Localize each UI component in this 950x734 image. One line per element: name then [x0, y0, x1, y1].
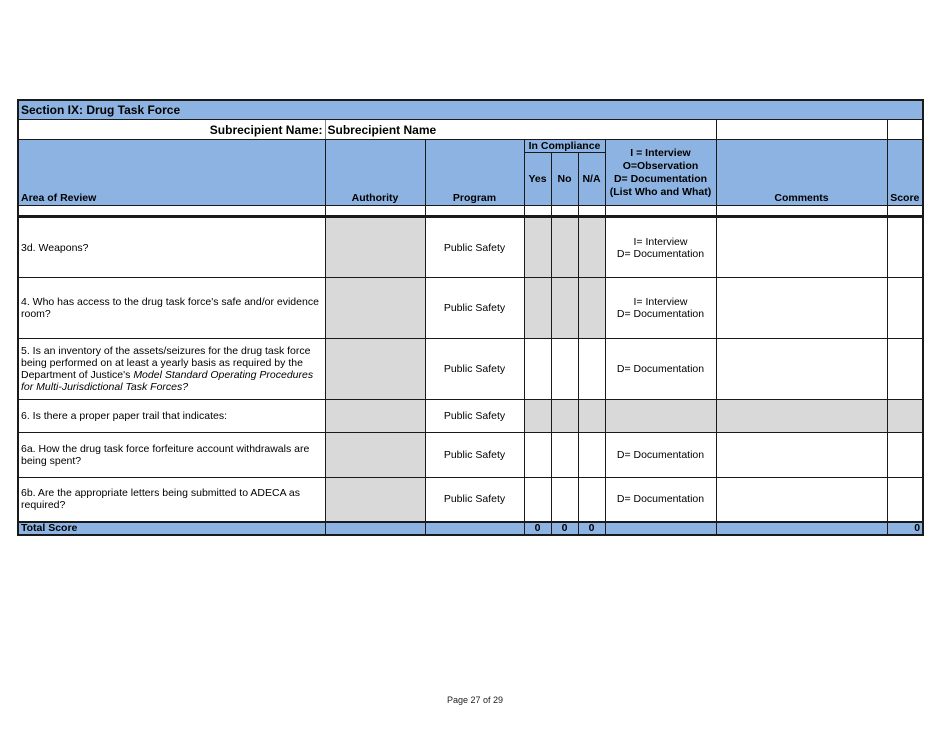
header-comments: Comments: [716, 140, 887, 206]
program-cell: Public Safety: [425, 478, 524, 522]
comments-cell[interactable]: [716, 217, 887, 278]
no-cell[interactable]: [551, 278, 578, 339]
authority-cell[interactable]: [325, 400, 425, 433]
total-row: [18, 522, 923, 535]
method-cell[interactable]: D= Documentation: [605, 339, 716, 400]
yes-cell[interactable]: [524, 339, 551, 400]
area-of-review-cell: 3d. Weapons?: [18, 217, 325, 278]
total-no: 0: [551, 522, 578, 535]
header-program: Program: [425, 140, 524, 206]
program-cell: Public Safety: [425, 339, 524, 400]
authority-cell[interactable]: [325, 478, 425, 522]
comments-cell[interactable]: [716, 433, 887, 478]
subrecipient-blank-2: [887, 120, 923, 140]
section-title: Section IX: Drug Task Force: [18, 100, 923, 120]
table-row: [18, 278, 923, 339]
score-cell[interactable]: [887, 478, 923, 522]
table-row: [18, 478, 923, 522]
area-of-review-cell: 6. Is there a proper paper trail that indicates:: [18, 400, 325, 433]
yes-cell[interactable]: [524, 217, 551, 278]
table-row: [18, 217, 923, 278]
no-cell[interactable]: [551, 217, 578, 278]
na-cell[interactable]: [578, 400, 605, 433]
page-number: Page 27 of 29: [446, 695, 504, 705]
subrecipient-blank-1: [716, 120, 887, 140]
na-cell[interactable]: [578, 478, 605, 522]
comments-cell[interactable]: [716, 278, 887, 339]
yes-cell[interactable]: [524, 400, 551, 433]
program-cell: Public Safety: [425, 400, 524, 433]
subrecipient-name-field[interactable]: Subrecipient Name: [325, 120, 716, 140]
area-of-review-cell: 4. Who has access to the drug task force's safe and/or evidence room?: [18, 278, 325, 339]
comments-cell[interactable]: [716, 478, 887, 522]
header-score: Score: [887, 140, 923, 206]
table-row: [18, 339, 923, 400]
authority-cell[interactable]: [325, 278, 425, 339]
yes-cell[interactable]: [524, 278, 551, 339]
no-cell[interactable]: [551, 400, 578, 433]
header-authority: Authority: [325, 140, 425, 206]
header-method: I = Interview O=Observation D= Documentation (List Who and What): [605, 140, 716, 206]
method-cell[interactable]: D= Documentation: [605, 433, 716, 478]
method-cell[interactable]: [605, 400, 716, 433]
na-cell[interactable]: [578, 278, 605, 339]
total-score-value: 0: [887, 522, 923, 535]
header-na: N/A: [578, 153, 605, 206]
na-cell[interactable]: [578, 339, 605, 400]
yes-cell[interactable]: [524, 478, 551, 522]
no-cell[interactable]: [551, 478, 578, 522]
method-cell[interactable]: I= Interview D= Documentation: [605, 278, 716, 339]
method-cell[interactable]: I= Interview D= Documentation: [605, 217, 716, 278]
yes-cell[interactable]: [524, 433, 551, 478]
total-na: 0: [578, 522, 605, 535]
authority-cell[interactable]: [325, 433, 425, 478]
total-score-label: Total Score: [18, 522, 325, 535]
score-cell[interactable]: [887, 339, 923, 400]
no-cell[interactable]: [551, 339, 578, 400]
comments-cell[interactable]: [716, 400, 887, 433]
area-of-review-cell: 6a. How the drug task force forfeiture account withdrawals are being spent?: [18, 433, 325, 478]
review-table: [17, 99, 924, 536]
authority-cell[interactable]: [325, 339, 425, 400]
method-cell[interactable]: D= Documentation: [605, 478, 716, 522]
program-cell: Public Safety: [425, 433, 524, 478]
score-cell[interactable]: [887, 278, 923, 339]
program-cell: Public Safety: [425, 217, 524, 278]
score-cell[interactable]: [887, 433, 923, 478]
program-cell: Public Safety: [425, 278, 524, 339]
authority-cell[interactable]: [325, 217, 425, 278]
na-cell[interactable]: [578, 217, 605, 278]
area-of-review-cell: 5. Is an inventory of the assets/seizures for the drug task force being performed on at least a yearly basis as required by the Department of Justice's Model Standard Operating Procedures for Multi-Jurisdictional Task Forces?: [18, 339, 325, 400]
comments-cell[interactable]: [716, 339, 887, 400]
na-cell[interactable]: [578, 433, 605, 478]
header-area-of-review: Area of Review: [18, 140, 325, 206]
total-yes: 0: [524, 522, 551, 535]
score-cell[interactable]: [887, 217, 923, 278]
area-of-review-cell: 6b. Are the appropriate letters being submitted to ADECA as required?: [18, 478, 325, 522]
table-row: [18, 400, 923, 433]
checklist-sheet: [17, 99, 922, 536]
table-row: [18, 433, 923, 478]
subrecipient-label: Subrecipient Name:: [18, 120, 325, 140]
no-cell[interactable]: [551, 433, 578, 478]
header-no: No: [551, 153, 578, 206]
header-in-compliance: In Compliance: [524, 140, 605, 153]
header-yes: Yes: [524, 153, 551, 206]
score-cell[interactable]: [887, 400, 923, 433]
